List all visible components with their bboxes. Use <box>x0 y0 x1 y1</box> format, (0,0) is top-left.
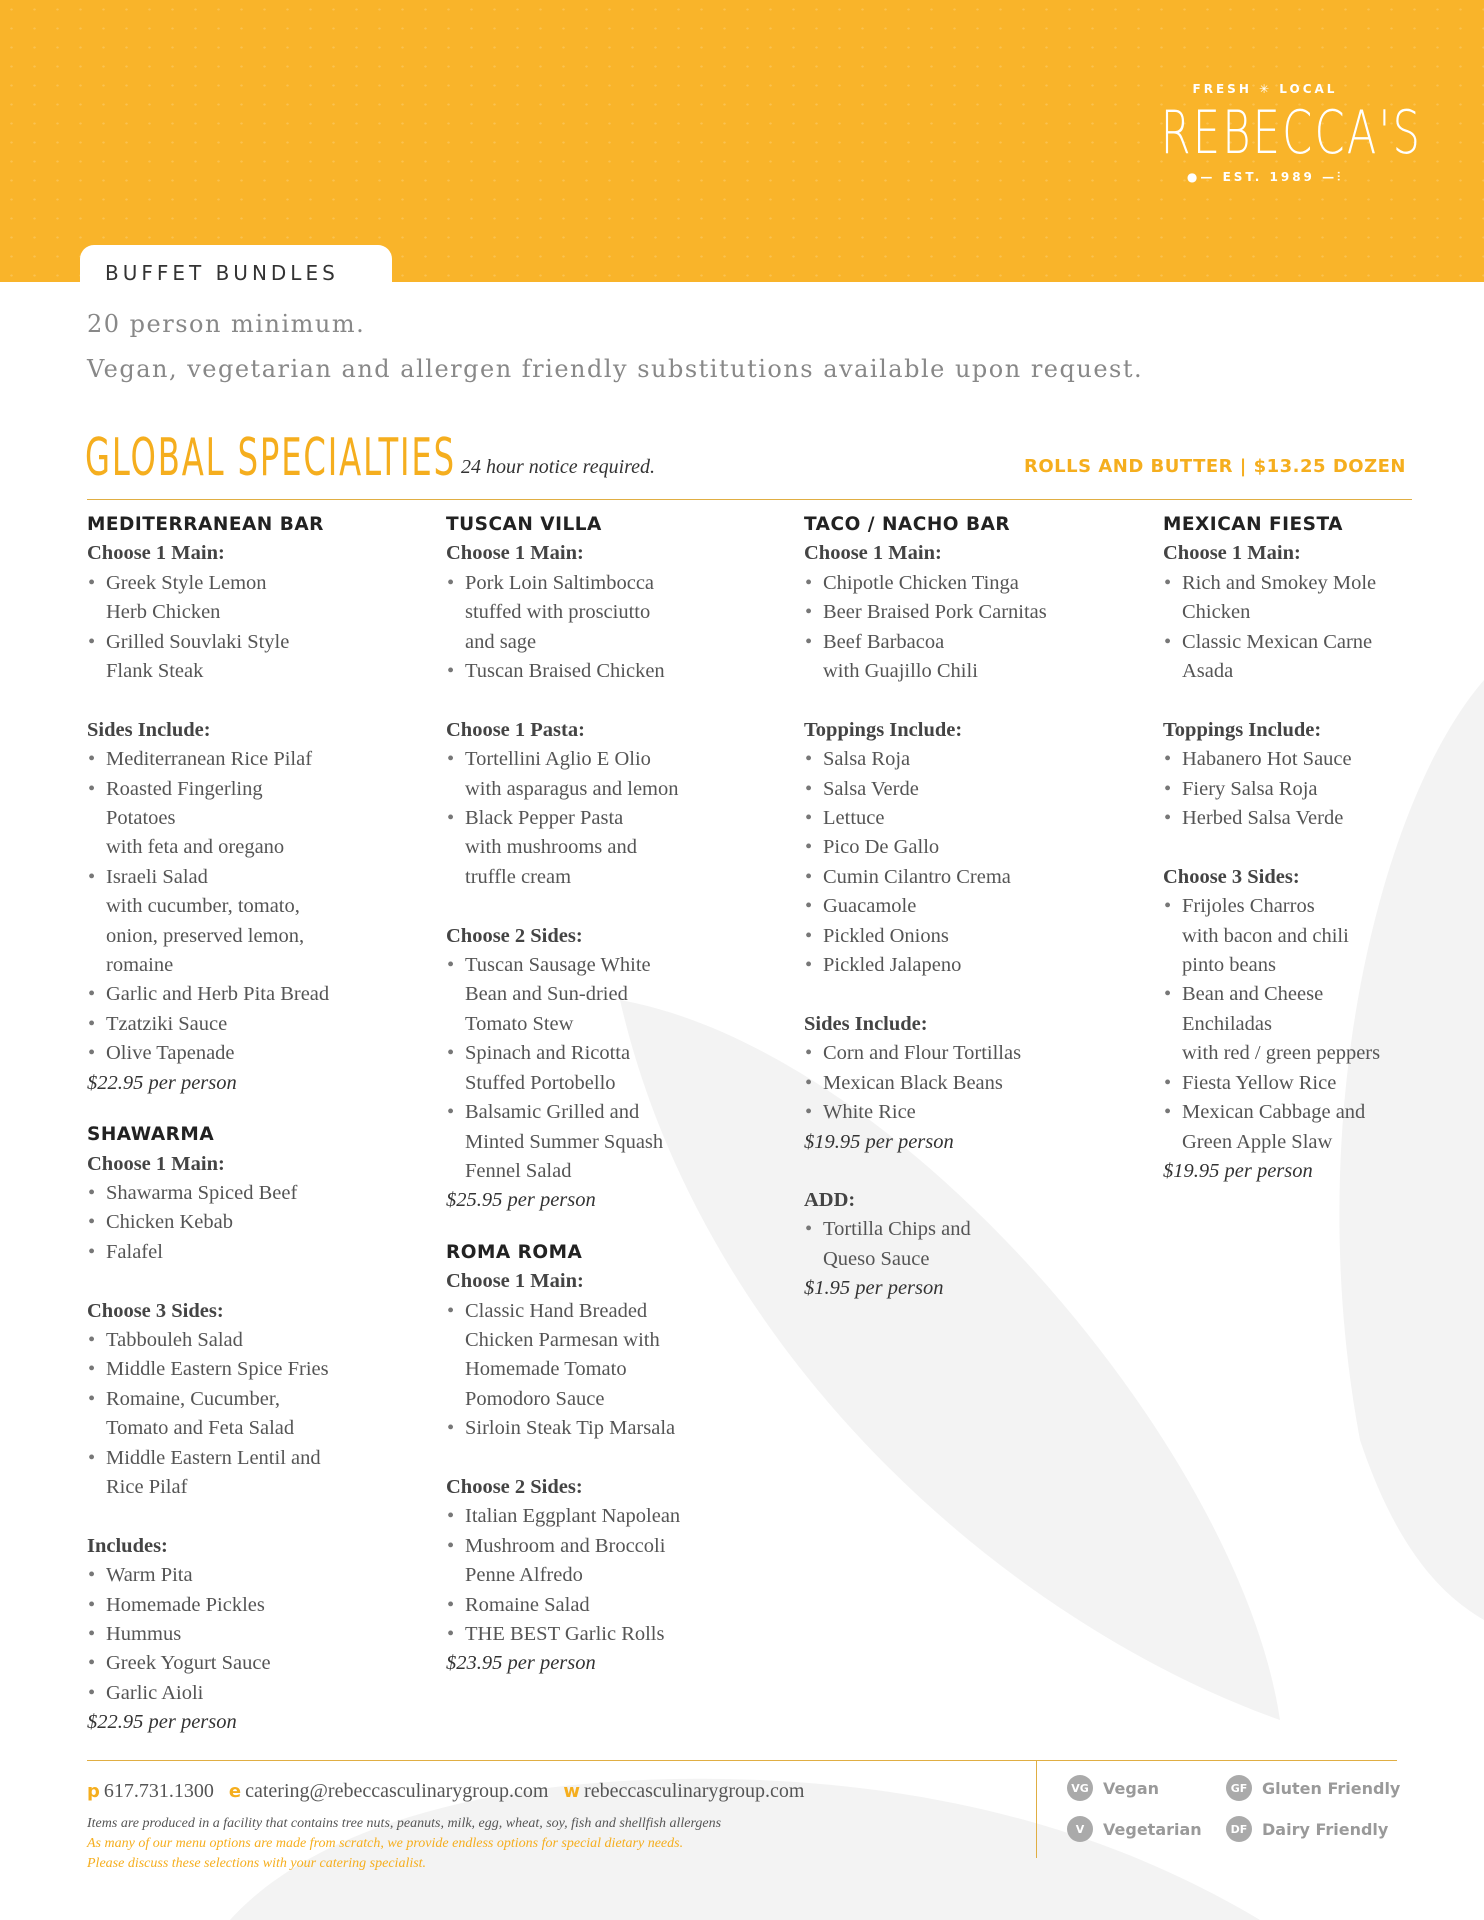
dairy-friendly-badge-icon: DF <box>1226 1816 1252 1842</box>
email[interactable]: catering@rebeccasculinarygroup.com <box>245 1780 549 1802</box>
list-item <box>87 1179 427 1208</box>
item-line: • Warm Pita <box>106 1564 193 1587</box>
list-item <box>87 863 427 981</box>
item-line: • Middle Eastern Lentil and <box>106 1446 321 1469</box>
legend-dairy-friendly <box>1226 1816 1388 1842</box>
item-line: Tomato and Feta Salad <box>106 1417 295 1440</box>
list-item <box>446 804 786 892</box>
item-line: • Classic Hand Breaded <box>465 1299 648 1322</box>
item-line: • Habanero Hot Sauce <box>1182 748 1352 771</box>
item-line: • Fiesta Yellow Rice <box>1182 1071 1337 1094</box>
menu-bundle <box>804 510 1144 1157</box>
minimum-note: 20 person minimum. <box>87 310 366 338</box>
list-item <box>87 775 427 863</box>
list-item <box>87 1591 427 1620</box>
item-line: Penne Alfredo <box>465 1564 583 1587</box>
item-line: • Salsa Verde <box>823 777 919 800</box>
item-line: Asada <box>1182 660 1234 683</box>
item-line: • Pico De Gallo <box>823 836 940 859</box>
item-line: Minted Summer Squash <box>465 1130 664 1153</box>
logo-est: ●— EST. 1989 —⫶ <box>1186 170 1344 184</box>
list-item <box>87 1620 427 1649</box>
group-heading: Choose 3 Sides: <box>1163 865 1300 888</box>
item-line: • Middle Eastern Spice Fries <box>106 1358 329 1381</box>
list-item <box>804 598 1144 627</box>
item-line: with cucumber, tomato, <box>106 895 300 918</box>
item-line: • Bean and Cheese <box>1182 983 1324 1006</box>
bundle-title: SHAWARMA <box>87 1124 215 1146</box>
list-item <box>87 1444 427 1503</box>
list-item <box>87 1238 427 1267</box>
menu-column <box>446 510 786 1679</box>
substitutions-note: Vegan, vegetarian and allergen friendly substitutions available upon request. <box>87 355 1144 383</box>
website-label: w <box>563 1781 581 1802</box>
item-line: • Grilled Souvlaki Style <box>106 630 290 653</box>
item-line: • Corn and Flour Tortillas <box>823 1042 1022 1065</box>
list-item <box>446 1414 786 1443</box>
list-item <box>446 1297 786 1415</box>
list-item <box>87 1649 427 1678</box>
item-line: • Hummus <box>106 1622 182 1645</box>
list-item <box>446 1532 786 1591</box>
bundle-title: TACO / NACHO BAR <box>804 514 1011 535</box>
item-line: • Herbed Salsa Verde <box>1182 807 1344 830</box>
item-line: • Tabbouleh Salad <box>106 1328 243 1351</box>
list-item <box>87 1679 427 1708</box>
group-heading: Choose 1 Main: <box>87 542 225 565</box>
list-item <box>804 745 1144 774</box>
item-line: • Mexican Black Beans <box>823 1071 1003 1094</box>
bundle-price: $25.95 per person <box>446 1189 596 1212</box>
bundle-title: ROMA ROMA <box>446 1241 583 1263</box>
menu-group <box>1163 716 1484 834</box>
list-item <box>87 569 427 628</box>
item-line: Pomodoro Sauce <box>465 1387 605 1410</box>
item-line: • Pickled Onions <box>823 924 949 947</box>
item-line: onion, preserved lemon, <box>106 924 305 947</box>
header-banner <box>0 0 1484 282</box>
list-item <box>87 628 427 687</box>
list-item <box>804 951 1144 980</box>
group-heading: Choose 1 Main: <box>87 1152 225 1175</box>
group-heading: Toppings Include: <box>1163 718 1322 741</box>
item-line: • Spinach and Ricotta <box>465 1042 631 1065</box>
list-item <box>804 1039 1144 1068</box>
item-line: Enchiladas <box>1182 1012 1272 1035</box>
list-item <box>804 922 1144 951</box>
legend-label: Gluten Friendly <box>1262 1778 1401 1798</box>
group-heading: ADD: <box>804 1188 856 1211</box>
bundle-price: $22.95 per person <box>87 1071 237 1094</box>
list-item <box>804 863 1144 892</box>
item-line: • Lettuce <box>823 807 885 830</box>
list-item <box>446 951 786 1039</box>
item-line: • Homemade Pickles <box>106 1593 265 1616</box>
list-item <box>446 1039 786 1098</box>
list-item <box>804 833 1144 862</box>
vegan-badge-icon: VG <box>1067 1775 1093 1801</box>
item-line: • Pork Loin Saltimbocca <box>465 571 655 594</box>
item-line: truffle cream <box>465 865 572 888</box>
bundle-price: $22.95 per person <box>87 1711 237 1734</box>
item-line: • Mediterranean Rice Pilaf <box>106 748 313 771</box>
list-item <box>1163 1098 1484 1157</box>
menu-group <box>87 1532 427 1708</box>
group-heading: Choose 2 Sides: <box>446 924 583 947</box>
item-line: romaine <box>106 954 174 977</box>
item-line: • Rich and Smokey Mole <box>1182 571 1377 594</box>
specialist-note: Please discuss these selections with your catering specialist. <box>87 1856 427 1871</box>
list-item <box>446 657 786 686</box>
item-line: Stuffed Portobello <box>465 1071 616 1094</box>
list-item <box>804 1215 1144 1274</box>
bundle-price: $23.95 per person <box>446 1652 596 1675</box>
item-line: • Garlic Aioli <box>106 1681 204 1704</box>
item-line: Chicken <box>1182 601 1251 624</box>
item-line: • Romaine, Cucumber, <box>106 1387 280 1410</box>
item-line: • Tzatziki Sauce <box>106 1012 228 1035</box>
item-line: • Greek Style Lemon <box>106 571 267 594</box>
item-line: with asparagus and lemon <box>465 777 679 800</box>
item-line: • Tortilla Chips and <box>823 1218 971 1241</box>
item-line: • Classic Mexican Carne <box>1182 630 1373 653</box>
group-heading: Choose 1 Main: <box>1163 542 1301 565</box>
menu-group <box>1163 863 1484 1157</box>
item-line: Bean and Sun-dried <box>465 983 628 1006</box>
item-line: • Guacamole <box>823 895 917 918</box>
phone-label: p <box>87 1781 100 1802</box>
item-line: Potatoes <box>106 807 176 830</box>
item-line: stuffed with prosciutto <box>465 601 651 624</box>
list-item <box>1163 980 1484 1068</box>
item-line: • Frijoles Charros <box>1182 895 1315 918</box>
group-heading: Choose 1 Main: <box>446 1270 584 1293</box>
item-line: • Chipotle Chicken Tinga <box>823 571 1019 594</box>
item-line: Rice Pilaf <box>106 1475 188 1498</box>
menu-column <box>804 510 1144 1304</box>
group-heading: Choose 2 Sides: <box>446 1475 583 1498</box>
list-item <box>87 1326 427 1355</box>
menu-group <box>1163 539 1484 686</box>
list-item <box>87 1561 427 1590</box>
group-heading: Toppings Include: <box>804 718 963 741</box>
logo-tagline: FRESH ✳ LOCAL <box>1192 82 1338 96</box>
email-label: e <box>228 1781 242 1802</box>
list-item <box>1163 1069 1484 1098</box>
item-line: • Greek Yogurt Sauce <box>106 1652 271 1675</box>
item-line: with red / green peppers <box>1182 1042 1381 1065</box>
item-line: Fennel Salad <box>465 1159 572 1182</box>
legend-vegetarian <box>1067 1816 1202 1842</box>
item-line: with bacon and chili <box>1182 924 1349 947</box>
item-line: • Cumin Cilantro Crema <box>823 865 1011 888</box>
list-item <box>1163 804 1484 833</box>
menu-group <box>804 539 1144 686</box>
item-line: • Romaine Salad <box>465 1593 590 1616</box>
item-line: • Mexican Cabbage and <box>1182 1101 1366 1124</box>
legend-label: Dairy Friendly <box>1262 1819 1389 1839</box>
footer-vertical-divider <box>1036 1760 1037 1858</box>
item-line: pinto beans <box>1182 954 1276 977</box>
item-line: with Guajillo Chili <box>823 660 978 683</box>
item-line: • Beer Braised Pork Carnitas <box>823 601 1047 624</box>
item-line: • Garlic and Herb Pita Bread <box>106 983 330 1006</box>
list-item <box>446 1098 786 1186</box>
menu-group <box>446 922 786 1187</box>
list-item <box>87 1208 427 1237</box>
item-line: • THE BEST Garlic Rolls <box>465 1622 665 1645</box>
group-heading: Sides Include: <box>87 718 211 741</box>
phone[interactable]: 617.731.1300 <box>103 1780 214 1802</box>
list-item <box>446 1620 786 1649</box>
menu-group <box>87 539 427 686</box>
bundle-price: $19.95 per person <box>1163 1159 1313 1182</box>
menu-column <box>1163 510 1484 1186</box>
item-line: Homemade Tomato <box>465 1358 627 1381</box>
menu-bundle <box>1163 510 1484 1186</box>
list-item <box>87 745 427 774</box>
item-line: with feta and oregano <box>106 836 285 859</box>
legend-label: Vegan <box>1103 1778 1159 1798</box>
list-item <box>804 569 1144 598</box>
divider <box>87 499 1412 500</box>
list-item <box>804 892 1144 921</box>
item-line: Tomato Stew <box>465 1012 574 1035</box>
menu-group <box>804 1186 1144 1274</box>
list-item <box>446 569 786 657</box>
menu-group <box>804 1010 1144 1128</box>
menu-group <box>804 716 1144 981</box>
rebeccas-logo <box>1120 82 1423 185</box>
menu-bundle <box>446 1238 786 1679</box>
legend-label: Vegetarian <box>1103 1819 1202 1839</box>
item-line: Flank Steak <box>106 660 204 683</box>
item-line: Herb Chicken <box>106 601 221 624</box>
item-line: • Chicken Kebab <box>106 1211 233 1234</box>
menu-bundle <box>87 510 427 1098</box>
list-item <box>804 628 1144 687</box>
list-item <box>804 804 1144 833</box>
group-heading: Includes: <box>87 1534 168 1557</box>
item-line: • Sirloin Steak Tip Marsala <box>465 1417 676 1440</box>
list-item <box>87 1385 427 1444</box>
list-item <box>446 1591 786 1620</box>
list-item <box>446 745 786 804</box>
item-line: • White Rice <box>823 1101 916 1124</box>
menu-bundle <box>446 510 786 1216</box>
list-item <box>87 1010 427 1039</box>
bundle-title: TUSCAN VILLA <box>446 514 602 535</box>
contact-line <box>87 1780 814 1803</box>
dietary-note: As many of our menu options are made from scratch, we provide endless options for special dietary needs. <box>87 1836 684 1851</box>
bundle-title: MEDITERRANEAN BAR <box>87 514 324 535</box>
list-item <box>1163 745 1484 774</box>
list-item <box>1163 892 1484 980</box>
menu-bundle <box>804 1186 1144 1304</box>
item-line: • Tortellini Aglio E Olio <box>465 748 651 771</box>
list-item <box>87 1039 427 1068</box>
list-item <box>1163 569 1484 628</box>
list-item <box>87 980 427 1009</box>
list-item <box>1163 775 1484 804</box>
list-item <box>804 1069 1144 1098</box>
list-item <box>804 1098 1144 1127</box>
vegetarian-badge-icon: V <box>1067 1816 1093 1842</box>
logo-name: REBECCA'S <box>1160 98 1423 168</box>
gluten-friendly-badge-icon: GF <box>1226 1775 1252 1801</box>
item-line: • Shawarma Spiced Beef <box>106 1181 298 1204</box>
list-item <box>1163 628 1484 687</box>
website[interactable]: rebeccasculinarygroup.com <box>584 1780 805 1802</box>
item-line: Queso Sauce <box>823 1247 930 1270</box>
notice-text: 24 hour notice required. <box>461 456 656 478</box>
item-line: • Balsamic Grilled and <box>465 1101 640 1124</box>
item-line: • Tuscan Sausage White <box>465 954 651 977</box>
group-heading: Choose 1 Main: <box>804 542 942 565</box>
bundle-price: $19.95 per person <box>804 1130 954 1153</box>
group-heading: Sides Include: <box>804 1012 928 1035</box>
menu-bundle <box>87 1120 427 1738</box>
group-heading: Choose 1 Main: <box>446 542 584 565</box>
legend-gluten-friendly <box>1226 1775 1400 1801</box>
item-line: • Roasted Fingerling <box>106 777 263 800</box>
bundle-title: MEXICAN FIESTA <box>1163 514 1343 535</box>
item-line: • Pickled Jalapeno <box>823 954 962 977</box>
menu-group <box>446 1473 786 1649</box>
item-line: • Falafel <box>106 1240 163 1263</box>
item-line: • Olive Tapenade <box>106 1042 235 1065</box>
menu-group <box>87 1297 427 1503</box>
list-item <box>87 1355 427 1384</box>
list-item <box>446 1502 786 1531</box>
list-item <box>804 775 1144 804</box>
item-line: • Italian Eggplant Napolean <box>465 1505 681 1528</box>
menu-group <box>446 1267 786 1443</box>
item-line: • Salsa Roja <box>823 748 911 771</box>
menu-group <box>446 716 786 892</box>
footer-divider <box>87 1760 1397 1761</box>
menu-group <box>446 539 786 686</box>
group-heading: Choose 3 Sides: <box>87 1299 224 1322</box>
section-title: GLOBAL SPECIALTIES <box>85 428 456 488</box>
allergen-note: Items are produced in a facility that contains tree nuts, peanuts, milk, egg, wheat, soy, fish and shellfish allergens <box>87 1816 722 1831</box>
legend-vegan <box>1067 1775 1159 1801</box>
item-line: • Fiery Salsa Roja <box>1182 777 1318 800</box>
group-heading: Choose 1 Pasta: <box>446 718 585 741</box>
menu-column <box>87 510 427 1738</box>
item-line: • Tuscan Braised Chicken <box>465 660 665 683</box>
item-line: and sage <box>465 630 537 653</box>
item-line: Green Apple Slaw <box>1182 1130 1333 1153</box>
item-line: • Israeli Salad <box>106 865 208 888</box>
item-line: with mushrooms and <box>465 836 637 859</box>
item-line: • Black Pepper Pasta <box>465 807 624 830</box>
bundle-price: $1.95 per person <box>804 1277 944 1300</box>
rolls-and-butter-price: ROLLS AND BUTTER | $13.25 DOZEN <box>1024 456 1406 477</box>
menu-group <box>87 716 427 1069</box>
item-line: • Beef Barbacoa <box>823 630 945 653</box>
buffet-bundles-tab: BUFFET BUNDLES <box>80 245 392 285</box>
item-line: Chicken Parmesan with <box>465 1328 660 1351</box>
menu-group <box>87 1150 427 1268</box>
item-line: • Mushroom and Broccoli <box>465 1534 666 1557</box>
